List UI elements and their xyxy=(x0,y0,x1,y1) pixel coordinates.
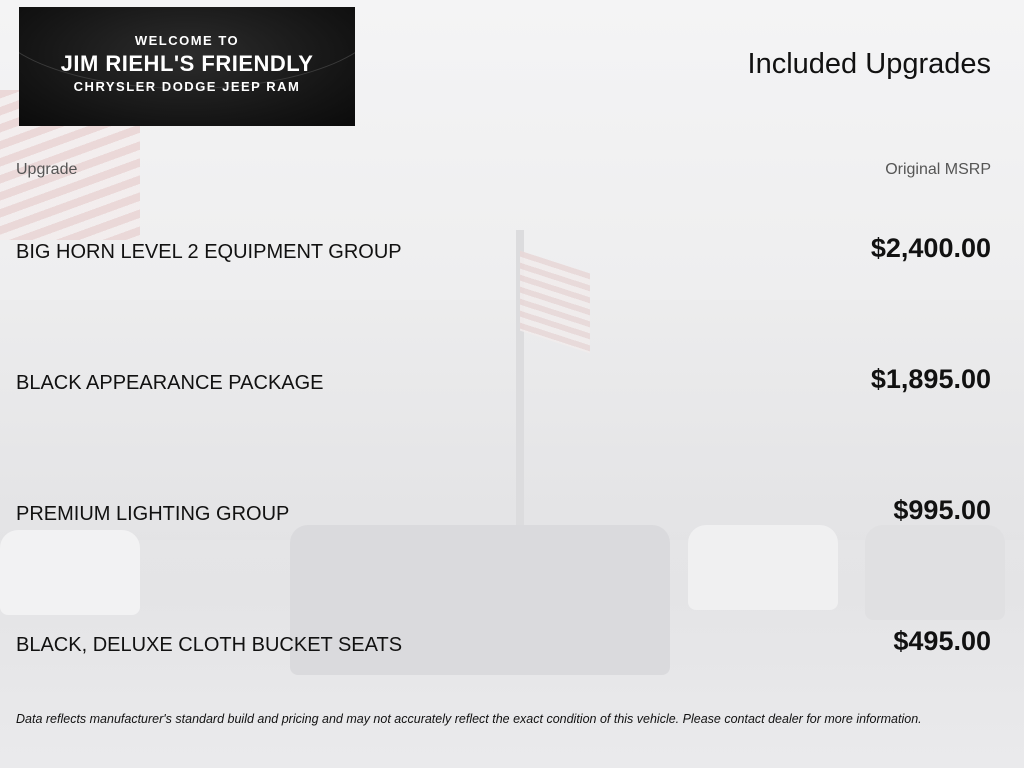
msrp-column-header: Original MSRP xyxy=(885,161,991,178)
logo-line-3: CHRYSLER DODGE JEEP RAM xyxy=(73,79,301,94)
upgrade-row xyxy=(0,364,1024,404)
logo-line-2: JIM RIEHL'S FRIENDLY xyxy=(60,51,314,76)
disclaimer-text: Data reflects manufacturer's standard build and pricing and may not accurately reflect the exact condition of this vehicle. Please contact dealer for more information. xyxy=(16,712,922,726)
upgrade-row xyxy=(0,495,1024,535)
upgrade-price: $1,895.00 xyxy=(870,364,991,394)
upgrade-price: $995.00 xyxy=(893,495,991,525)
upgrade-name: BIG HORN LEVEL 2 EQUIPMENT GROUP xyxy=(16,241,402,263)
upgrade-column-header: Upgrade xyxy=(16,161,78,178)
minivan-image xyxy=(688,525,838,610)
upgrade-row xyxy=(0,626,1024,666)
page-title: Included Upgrades xyxy=(747,48,991,80)
truck-image xyxy=(0,530,140,615)
upgrade-name: BLACK APPEARANCE PACKAGE xyxy=(16,372,324,394)
upgrade-name: BLACK, DELUXE CLOTH BUCKET SEATS xyxy=(16,634,403,656)
upgrade-row xyxy=(0,233,1024,273)
upgrade-price: $2,400.00 xyxy=(870,233,991,263)
logo-line-1: WELCOME TO xyxy=(134,33,240,48)
dealer-logo xyxy=(19,7,355,126)
parked-car-image xyxy=(865,525,1005,620)
upgrade-name: PREMIUM LIGHTING GROUP xyxy=(16,503,290,525)
upgrade-price: $495.00 xyxy=(893,626,991,656)
